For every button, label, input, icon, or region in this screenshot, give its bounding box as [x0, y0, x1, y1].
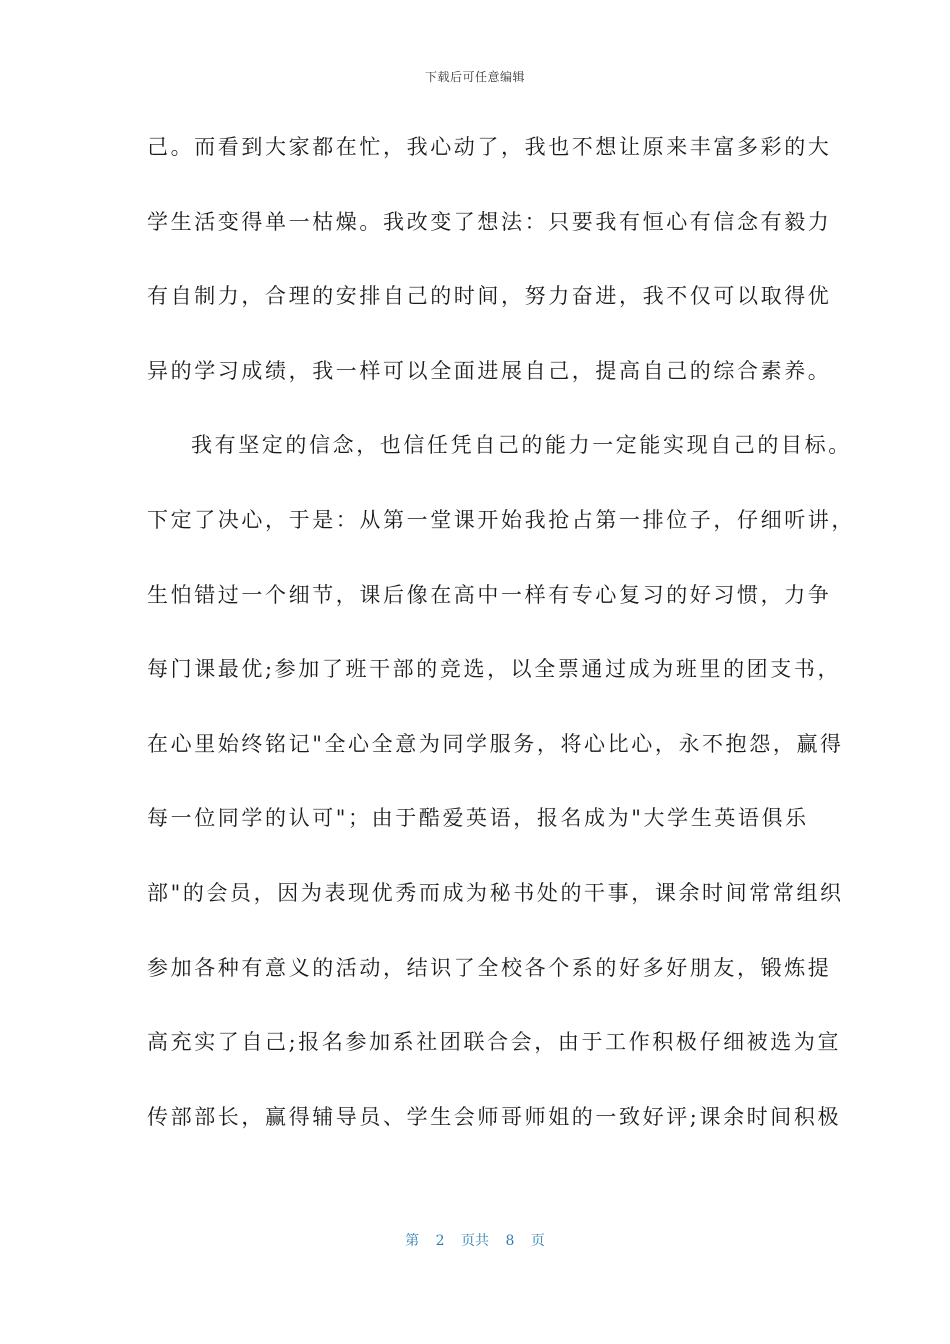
body-line: 生怕错过一个细节，课后像在高中一样有专心复习的好习惯，力争 [147, 582, 832, 607]
body-line: 高充实了自己;报名参加系社团联合会，由于工作积极仔细被选为宣 [147, 1030, 842, 1055]
document-body [147, 124, 855, 1168]
body-line-paragraph-start: 我有坚定的信念，也信任凭自己的能力一定能实现自己的目标。 [191, 433, 852, 458]
footer-middle: 页共 [461, 1233, 489, 1249]
footer-suffix: 页 [530, 1233, 545, 1249]
body-line: 部"的会员，因为表现优秀而成为秘书处的干事，课余时间常常组织 [147, 880, 844, 905]
page-header: 下载后可任意编辑 [424, 70, 525, 84]
body-line: 下定了决心，于是：从第一堂课开始我抢占第一排位子，仔细听讲， [147, 507, 855, 532]
body-line: 异的学习成绩，我一样可以全面进展自己，提高自己的综合素养。 [147, 358, 832, 383]
total-page-number: 8 [505, 1233, 515, 1249]
body-line: 传部部长，赢得辅导员、学生会师哥师姐的一致好评;课余时间积极 [147, 1104, 842, 1129]
body-line: 己。而看到大家都在忙，我心动了，我也不想让原来丰富多彩的大 [147, 135, 832, 159]
page-footer [0, 1230, 950, 1250]
current-page-number: 2 [435, 1233, 445, 1249]
body-line: 参加各种有意义的活动，结识了全校各个系的好多好朋友，锻炼提 [147, 955, 832, 980]
body-line: 有自制力，合理的安排自己的时间，努力奋进，我不仅可以取得优 [147, 284, 832, 309]
body-line: 每一位同学的认可"；由于酷爱英语，报名成为"大学生英语俱乐 [147, 806, 809, 831]
body-line: 在心里始终铭记"全心全意为同学服务，将心比心，永不抱怨，赢得 [147, 731, 844, 756]
footer-prefix: 第 [405, 1233, 420, 1249]
body-line: 学生活变得单一枯燥。我改变了想法：只要我有恒心有信念有毅力 [147, 209, 832, 234]
body-line: 每门课最优;参加了班干部的竞选，以全票通过成为班里的团支书， [147, 657, 842, 682]
